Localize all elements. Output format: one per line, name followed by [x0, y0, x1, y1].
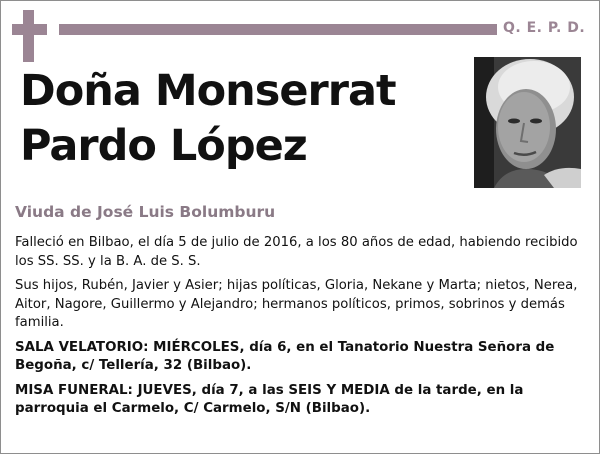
widow-subtitle: Viuda de José Luis Bolumburu	[15, 203, 276, 221]
portrait-illustration	[474, 57, 581, 188]
family-list: Sus hijos, Rubén, Javier y Asier; hijas políticas, Gloria, Nekane y Marta; nietos, Nerea, Aitor, Nagore, Guillermo y Alejandro; hermanos políticos, primos, sobrinos y demás familia.	[15, 278, 578, 330]
portrait-photo	[474, 57, 581, 188]
deceased-name	[20, 64, 460, 174]
qepd-label: Q. E. P. D.	[503, 20, 586, 36]
death-notice: Falleció en Bilbao, el día 5 de julio de 2016, a los 80 años de edad, habiendo recibido los SS. SS. y la B. A. de S. S.	[15, 235, 578, 269]
header-divider	[59, 24, 497, 35]
name-line-1: Doña Monserrat	[20, 66, 396, 116]
name-line-2: Pardo López	[20, 121, 307, 171]
wake-info: SALA VELATORIO: MIÉRCOLES, día 6, en el Tanatorio Nuestra Señora de Begoña, c/ Tellería, 32 (Bilbao).	[15, 339, 555, 373]
cross-icon	[23, 10, 34, 62]
funeral-info: MISA FUNERAL: JUEVES, día 7, a las SEIS Y MEDIA de la tarde, en la parroquia el Carmelo, C/ Carmelo, S/N (Bilbao).	[15, 382, 524, 416]
obituary-body	[15, 234, 583, 425]
cross-icon-arm	[12, 24, 47, 35]
